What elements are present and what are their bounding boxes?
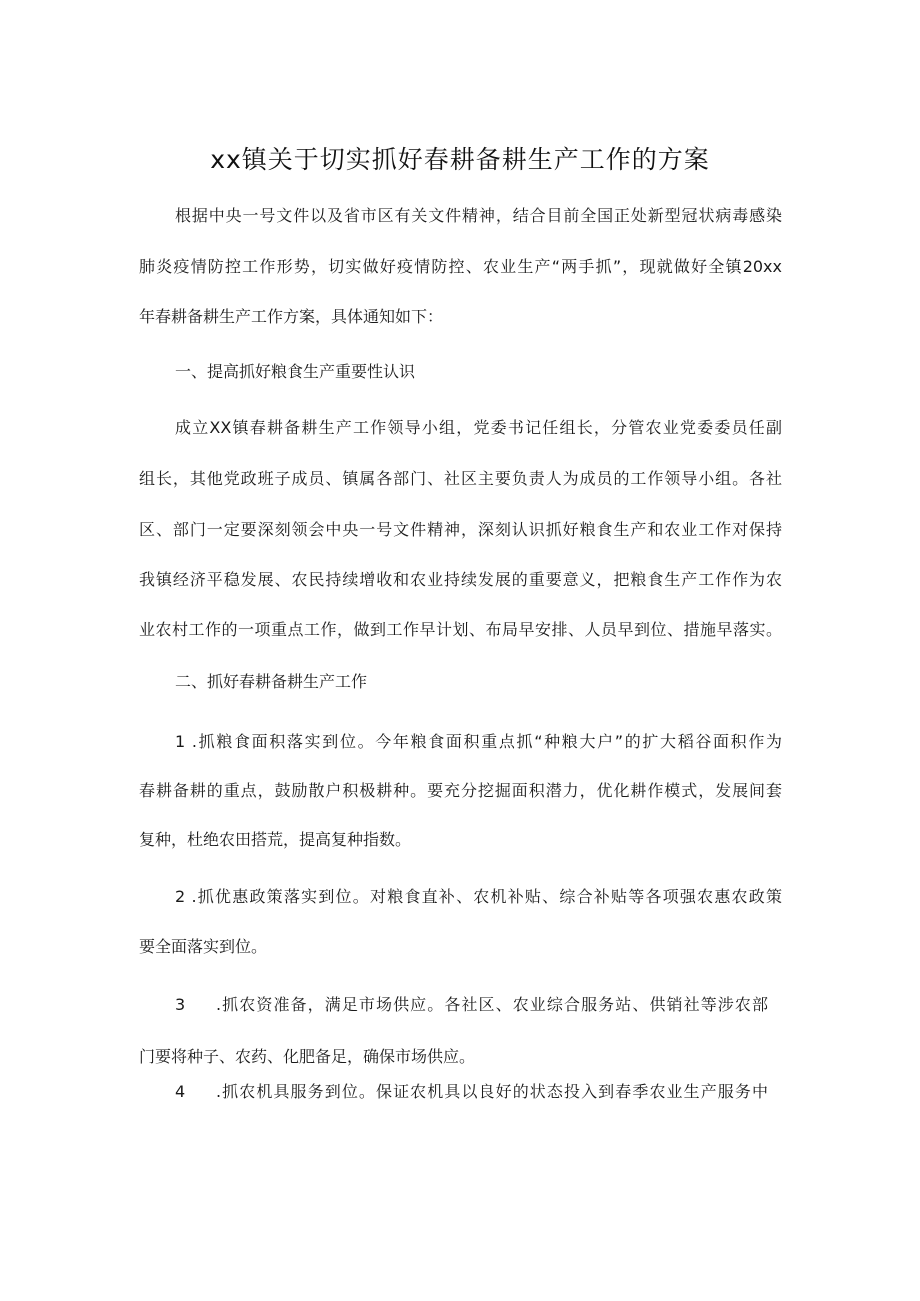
intro-line-3: 年春耕备耕生产工作方案，具体通知如下： <box>139 307 444 326</box>
item-4-line-1: .抓农机具服务到位。保证农机具以良好的状态投入到春季农业生产服务中 <box>216 1082 768 1101</box>
item-1-line-2: 春耕备耕的重点，鼓励散户积极耕种。要充分挖掘面积潜力，优化耕作模式，发展间套 <box>139 781 782 800</box>
section-2-heading: 二、抓好春耕备耕生产工作 <box>175 672 368 691</box>
document-title: xx镇关于切实抓好春耕备耕生产工作的方案 <box>210 145 710 174</box>
item-3-line-2: 门要将种子、农药、化肥备足，确保市场供应。 <box>139 1047 476 1066</box>
section-1-heading: 一、提高抓好粮食生产重要性认识 <box>175 362 416 381</box>
item-2-line-1: 2 .抓优惠政策落实到位。对粮食直补、农机补贴、综合补贴等各项强农惠农政策 <box>175 887 782 906</box>
section-1-line-1: 成立XX镇春耕备耕生产工作领导小组，党委书记任组长，分管农业党委委员任副 <box>175 418 782 437</box>
item-2-line-2: 要全面落实到位。 <box>139 937 268 956</box>
intro-line-2: 肺炎疫情防控工作形势，切实做好疫情防控、农业生产“两手抓”，现就做好全镇20xx <box>139 257 782 276</box>
section-1-line-3: 区、部门一定要深刻领会中央一号文件精神，深刻认识抓好粮食生产和农业工作对保持 <box>139 520 782 539</box>
item-1-line-3: 复种，杜绝农田搭荒，提高复种指数。 <box>139 830 412 849</box>
item-3-number: 3 <box>175 995 186 1014</box>
section-1-line-5: 业农村工作的一项重点工作，做到工作早计划、布局早安排、人员早到位、措施早落实。 <box>139 620 782 639</box>
section-1-line-4: 我镇经济平稳发展、农民持续增收和农业持续发展的重要意义，把粮食生产工作作为农 <box>139 570 782 589</box>
item-3-line-1: .抓农资准备，满足市场供应。各社区、农业综合服务站、供销社等涉农部 <box>216 995 768 1014</box>
intro-line-1: 根据中央一号文件以及省市区有关文件精神，结合目前全国正处新型冠状病毒感染 <box>175 206 782 225</box>
section-1-line-2: 组长，其他党政班子成员、镇属各部门、社区主要负责人为成员的工作领导小组。各社 <box>139 469 782 488</box>
item-1-line-1: 1 .抓粮食面积落实到位。今年粮食面积重点抓“种粮大户”的扩大稻谷面积作为 <box>175 732 782 751</box>
item-4-number: 4 <box>175 1082 186 1101</box>
